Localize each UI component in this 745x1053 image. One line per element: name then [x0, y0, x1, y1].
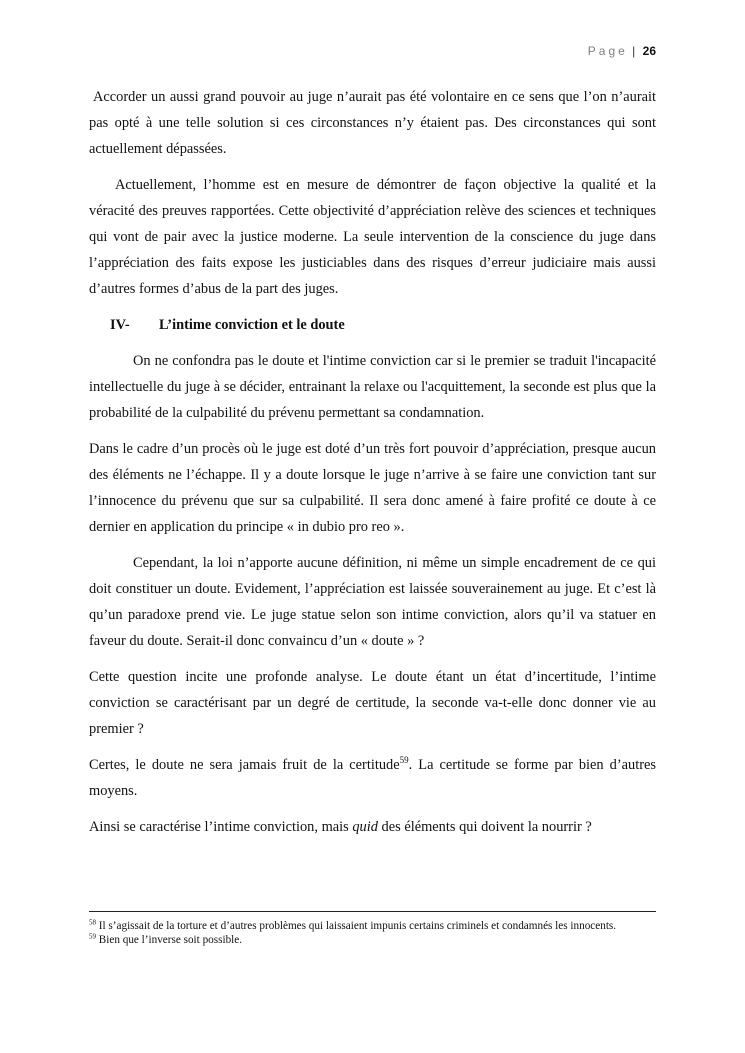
paragraph-5: Cependant, la loi n’apporte aucune définition, ni même un simple encadrement de ce qui doit constituer un doute. Evidement, l’appréciation est laissée souverainement au juge. Et c’est là qu’un paradoxe prend vie. Le juge statue selon son intime conviction, alors qu’il va statuer en faveur du doute. Serait-il donc convaincu d’un « doute » ? — [89, 555, 656, 649]
section-heading — [89, 312, 656, 338]
paragraph-3: On ne confondra pas le doute et l'intime conviction car si le premier se traduit l'incapacité intellectuelle du juge à se décider, entrainant la relaxe ou l'acquittement, la seconde est plus que la probabilité de la culpabilité du prévenu permettant sa condamnation. — [89, 353, 656, 421]
paragraph-6: Cette question incite une profonde analyse. Le doute étant un état d’incertitude, l’intime conviction se caractérisant par un degré de certitude, la seconde va-t-elle donc donner vie au premier ? — [89, 669, 656, 737]
paragraph-2: Actuellement, l’homme est en mesure de démontrer de façon objective la qualité et la véracité des preuves rapportées. Cette objectivité d’appréciation relève des sciences et techniques qui vont de pair avec la justice moderne. La seule intervention de la conscience du juge dans l’appréciation des faits expose les justiciables dans des risques d’erreur judiciaire mais aussi d’autres formes d’abus de la part des juges. — [89, 177, 656, 297]
paragraph-7 — [89, 752, 656, 804]
paragraph-8-text: Ainsi se caractérise l’intime conviction, mais — [89, 819, 353, 835]
paragraph-8-text-end: des éléments qui doivent la nourrir ? — [377, 819, 592, 835]
paragraph-8 — [89, 814, 656, 840]
footnote-ref-59[interactable]: 59 — [399, 755, 409, 766]
paragraph-4: Dans le cadre d’un procès où le juge est doté d’un très fort pouvoir d’appréciation, presque aucun des éléments ne l’échappe. Il y a doute lorsque le juge n’arrive à se faire une conviction tant sur l’innocence du prévenu que sur sa culpabilité. Il sera donc amené à faire profité ce doute à ce dernier en application du principe « in dubio pro reo ». — [89, 441, 656, 535]
footnote-text: Bien que l’inverse soit possible. — [96, 934, 243, 946]
italic-quid: quid — [352, 819, 378, 835]
footnote-number: 59 — [89, 932, 96, 941]
footnote-59 — [89, 933, 649, 947]
page-separator: | — [632, 44, 636, 58]
footnote-58 — [89, 919, 649, 933]
paragraph-7-text-end: . La certitude se forme par bien d’autres moyens. — [89, 757, 656, 799]
document-body — [89, 84, 656, 850]
page-header — [588, 44, 656, 58]
section-number: IV- — [110, 317, 130, 333]
paragraph-7-text: Certes, le doute ne sera jamais fruit de la certitude — [89, 757, 400, 773]
section-title: L’intime conviction et le doute — [159, 317, 345, 333]
page-number: 26 — [642, 44, 656, 58]
footnote-text: Il s’agissait de la torture et d’autres problèmes qui laissaient impunis certains criminels et condamnés les innocents. — [96, 920, 617, 932]
page-label: Page — [587, 44, 628, 58]
footnote-number: 58 — [89, 918, 96, 927]
paragraph-1: Accorder un aussi grand pouvoir au juge n’aurait pas été volontaire en ce sens que l’on n’aurait pas opté à une telle solution si ces circonstances n’y étaient pas. Des circonstances qui sont actuellement dépassées. — [89, 89, 656, 157]
footnote-divider — [89, 911, 656, 912]
footnotes — [89, 919, 649, 947]
